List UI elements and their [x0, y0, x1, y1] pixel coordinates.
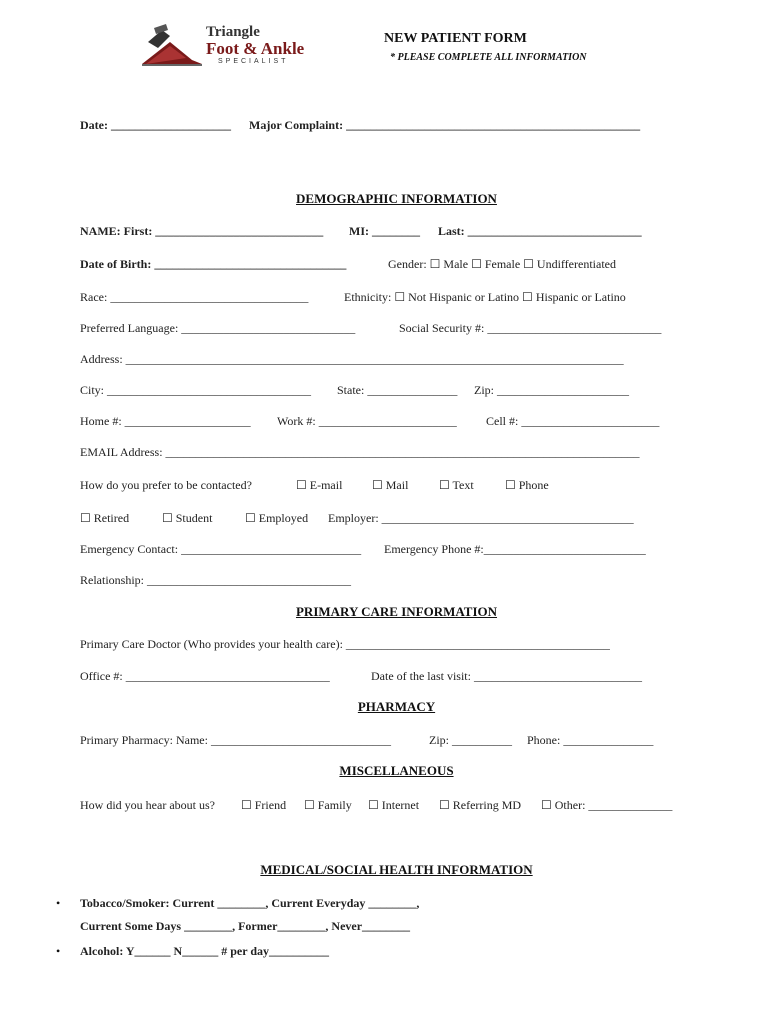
logo-line1: Triangle [206, 24, 260, 40]
ethnicity-options[interactable]: Ethnicity: ☐ Not Hispanic or Latino ☐ Hispanic or Latino [344, 290, 626, 304]
dob-field[interactable]: Date of Birth: ________________________________ [80, 257, 347, 271]
race-field[interactable]: Race: _________________________________ [80, 290, 309, 304]
referral-friend-checkbox[interactable]: ☐ Friend [241, 798, 287, 812]
emergency-contact-field[interactable]: Emergency Contact: ______________________________ [80, 542, 362, 556]
pharmacy-heading: PHARMACY [357, 699, 436, 714]
primary-care-heading: PRIMARY CARE INFORMATION [295, 604, 498, 619]
retired-checkbox[interactable]: ☐ Retired [80, 511, 130, 525]
tobacco-field[interactable]: Tobacco/Smoker: Current ________, Current Everyday ________, [80, 896, 420, 910]
medical-heading: MEDICAL/SOCIAL HEALTH INFORMATION [260, 862, 533, 877]
demographic-heading: DEMOGRAPHIC INFORMATION [296, 191, 497, 206]
major-complaint-field[interactable]: Major Complaint: _________________________________________________ [249, 118, 641, 132]
bullet-tobacco: • [56, 896, 61, 910]
clinic-logo [140, 22, 310, 70]
address-field[interactable]: Address: ___________________________________________________________________________________ [80, 352, 624, 366]
zip-field[interactable]: Zip: ______________________ [474, 383, 629, 397]
referral-family-checkbox[interactable]: ☐ Family [304, 798, 352, 812]
contact-pref-label: How do you prefer to be contacted? [80, 478, 252, 492]
referral-md-checkbox[interactable]: ☐ Referring MD [439, 798, 522, 812]
last-visit-field[interactable]: Date of the last visit: ____________________________ [371, 669, 642, 683]
tobacco-field-continued[interactable]: Current Some Days ________, Former________, Never________ [80, 919, 411, 933]
gender-options[interactable]: Gender: ☐ Male ☐ Female ☐ Undifferentiated [388, 257, 616, 271]
employed-checkbox[interactable]: ☐ Employed [245, 511, 309, 525]
contact-mail-checkbox[interactable]: ☐ Mail [372, 478, 409, 492]
pharmacy-zip-field[interactable]: Zip: __________ [429, 733, 512, 747]
mi-field[interactable]: MI: ________ [349, 224, 420, 238]
work-phone-field[interactable]: Work #: _______________________ [277, 414, 457, 428]
cell-phone-field[interactable]: Cell #: _______________________ [486, 414, 660, 428]
pharmacy-phone-field[interactable]: Phone: _______________ [527, 733, 654, 747]
bullet-alcohol: • [56, 944, 61, 958]
primary-doctor-field[interactable]: Primary Care Doctor (Who provides your health care): ____________________________________________ [80, 637, 610, 651]
date-field[interactable]: Date: ____________________ [80, 118, 231, 132]
misc-heading: MISCELLANEOUS [339, 763, 454, 778]
form-title: NEW PATIENT FORM [384, 31, 527, 46]
first-name-field[interactable]: NAME: First: ____________________________ [80, 224, 324, 238]
contact-text-checkbox[interactable]: ☐ Text [439, 478, 474, 492]
employer-field[interactable]: Employer: __________________________________________ [328, 511, 634, 525]
contact-phone-checkbox[interactable]: ☐ Phone [505, 478, 549, 492]
language-field[interactable]: Preferred Language: _____________________________ [80, 321, 356, 335]
logo-line2: Foot & Ankle [206, 39, 305, 58]
city-field[interactable]: City: __________________________________ [80, 383, 312, 397]
form-subtitle: * PLEASE COMPLETE ALL INFORMATION [390, 52, 587, 63]
foot-logo-icon [140, 22, 204, 68]
pharmacy-name-field[interactable]: Primary Pharmacy: Name: ______________________________ [80, 733, 391, 747]
student-checkbox[interactable]: ☐ Student [162, 511, 213, 525]
office-phone-field[interactable]: Office #: __________________________________ [80, 669, 330, 683]
referral-question-label: How did you hear about us? [80, 798, 215, 812]
last-name-field[interactable]: Last: _____________________________ [438, 224, 642, 238]
state-field[interactable]: State: _______________ [337, 383, 458, 397]
relationship-field[interactable]: Relationship: __________________________________ [80, 573, 351, 587]
emergency-phone-field[interactable]: Emergency Phone #:___________________________ [384, 542, 646, 556]
alcohol-field[interactable]: Alcohol: Y______ N______ # per day__________ [80, 944, 329, 958]
referral-internet-checkbox[interactable]: ☐ Internet [368, 798, 420, 812]
email-field[interactable]: EMAIL Address: _______________________________________________________________________________ [80, 445, 640, 459]
logo-line3: SPECIALIST [218, 58, 289, 65]
referral-other-field[interactable]: ☐ Other: ______________ [541, 798, 673, 812]
home-phone-field[interactable]: Home #: _____________________ [80, 414, 251, 428]
contact-email-checkbox[interactable]: ☐ E-mail [296, 478, 343, 492]
ssn-field[interactable]: Social Security #: _____________________________ [399, 321, 662, 335]
